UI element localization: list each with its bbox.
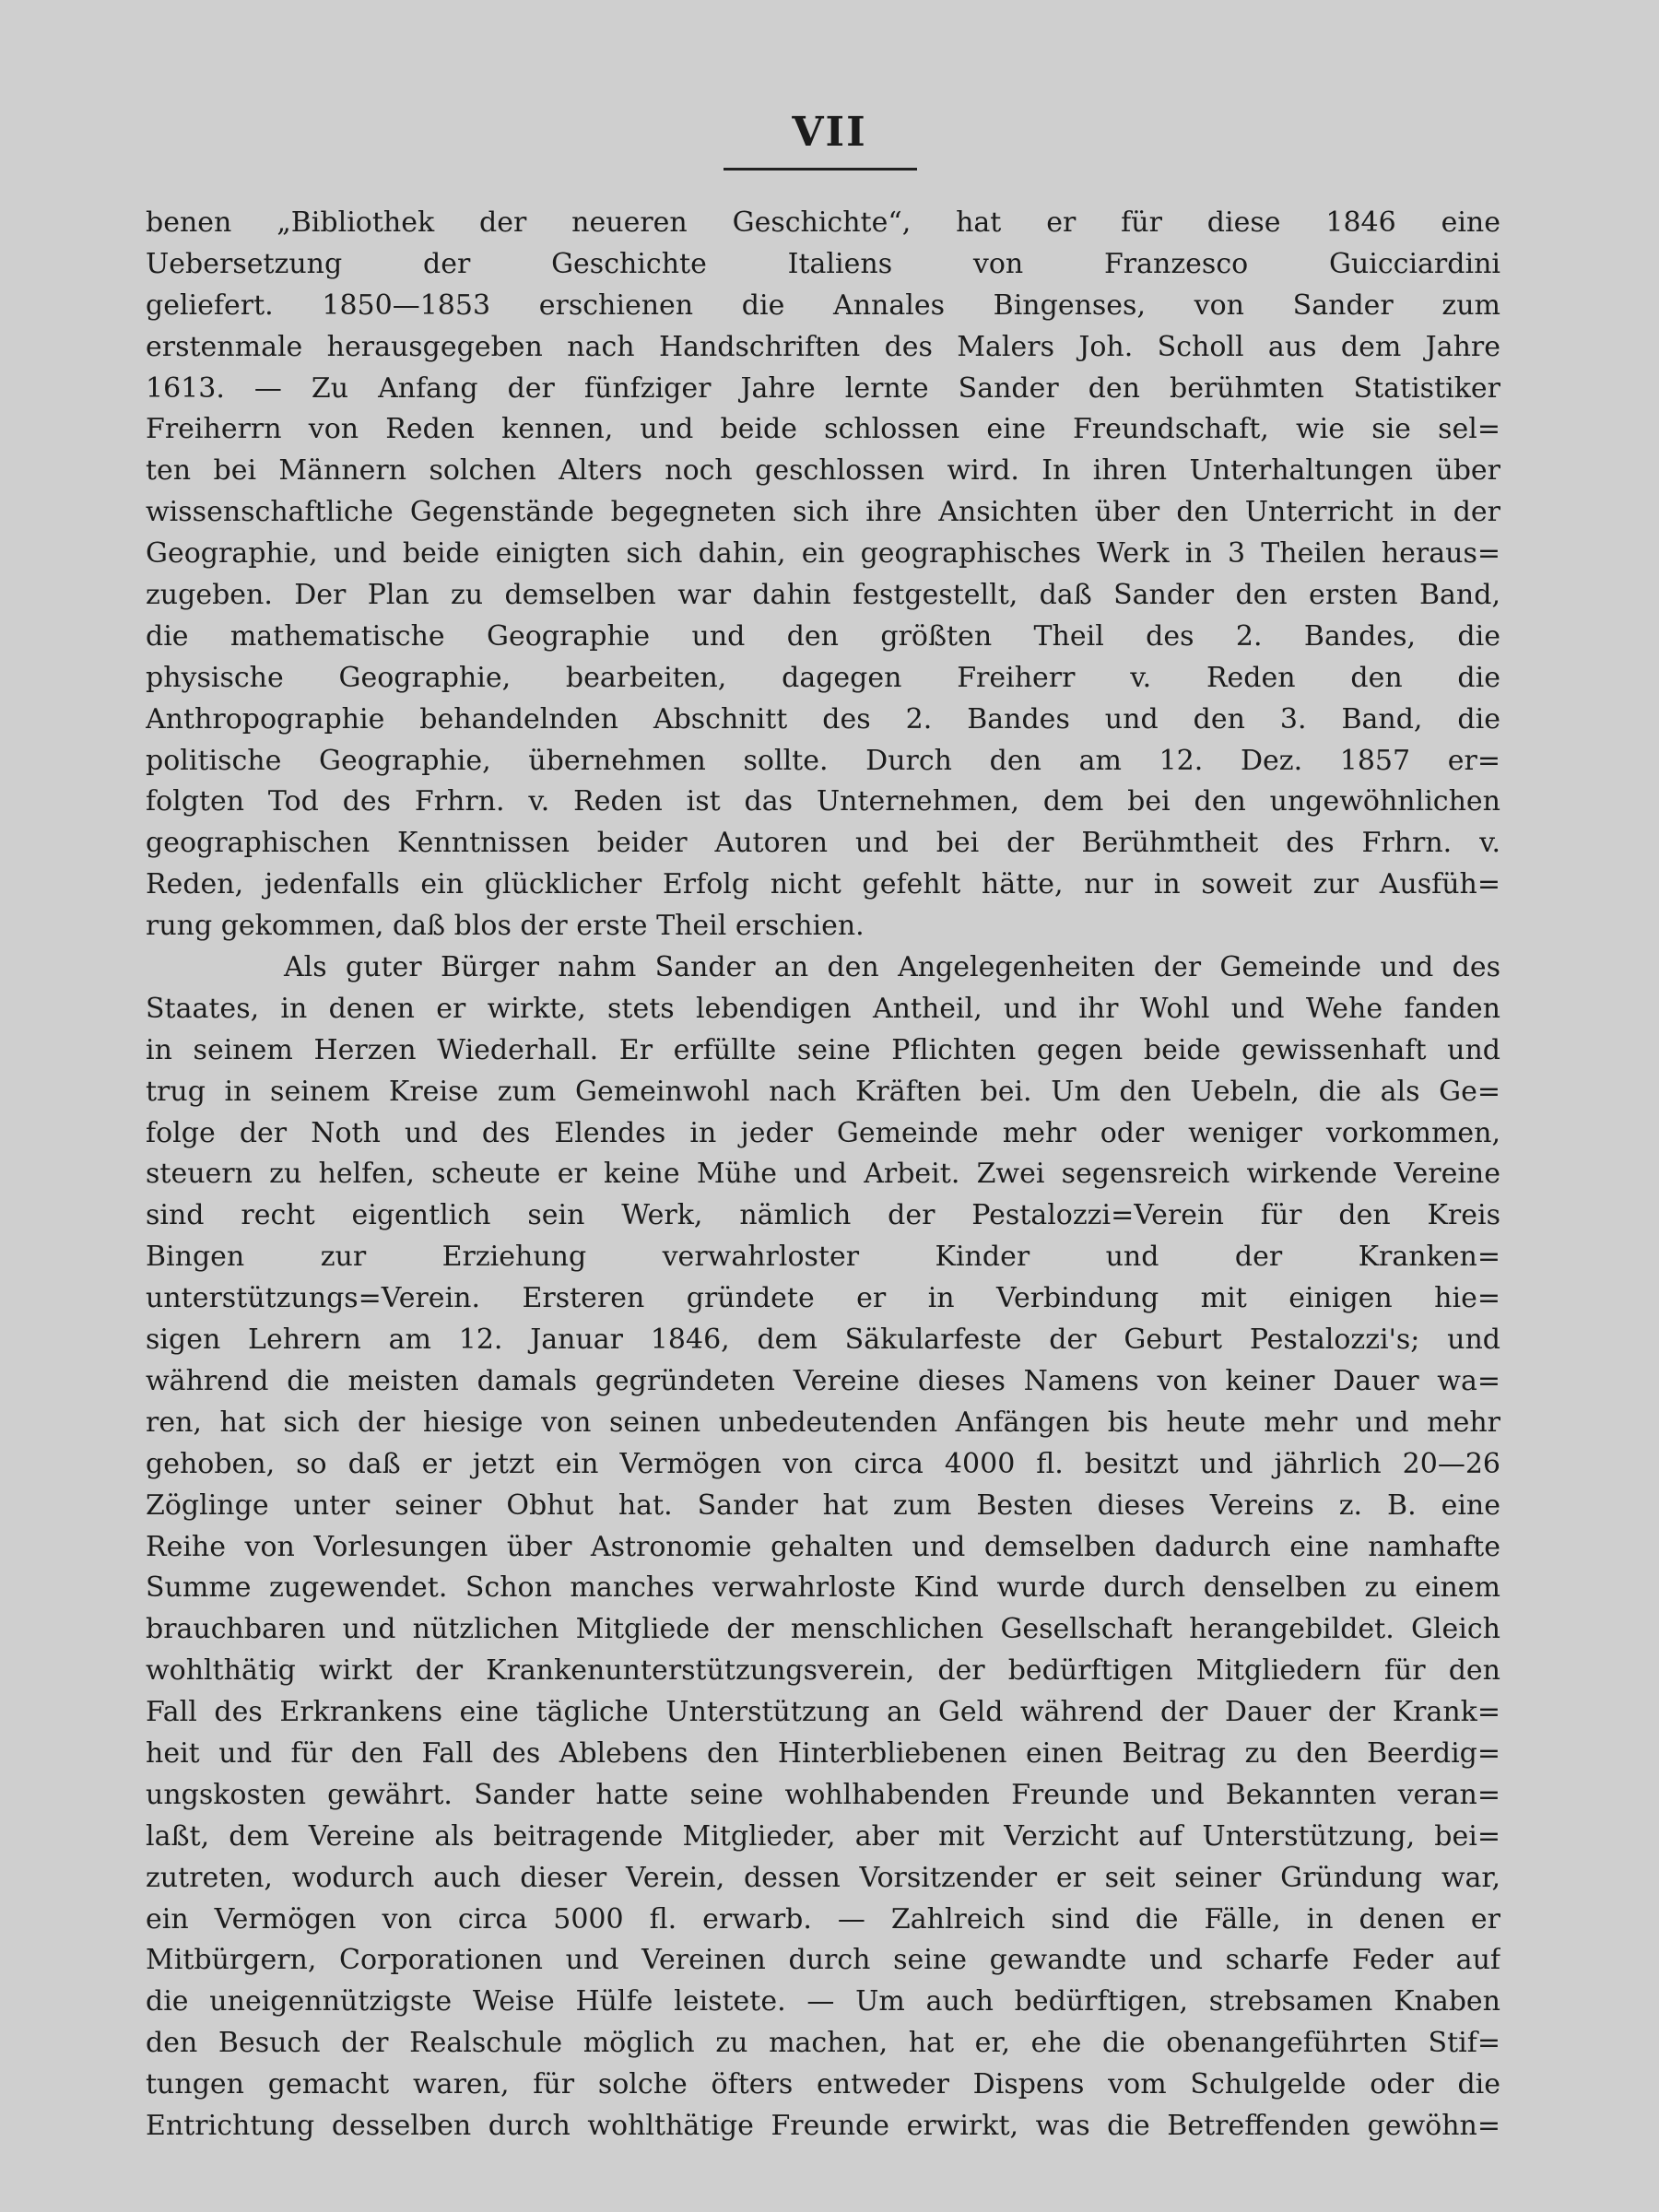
text-line: Anthropographie behandelnden Abschnitt des 2. Bandes und den 3. Band, die: [146, 702, 1500, 735]
text-line: gehoben, so daß er jetzt ein Vermögen von circa 4000 fl. besitzt und jährlich 20—26: [146, 1447, 1500, 1480]
text-line: folgten Tod des Frhrn. v. Reden ist das Unternehmen, dem bei den ungewöhnlichen: [146, 785, 1500, 818]
text-line: Reihe von Vorlesungen über Astronomie gehalten und demselben dadurch eine namhafte: [146, 1530, 1500, 1563]
text-line: Bingen zur Erziehung verwahrloster Kinder und der Kranken=: [146, 1241, 1500, 1274]
text-line: die mathematische Geographie und den größten Theil des 2. Bandes, die: [146, 619, 1500, 653]
text-line: unterstützungs=Verein. Ersteren gründete er in Verbindung mit einigen hie=: [146, 1282, 1500, 1315]
text-line: sigen Lehrern am 12. Januar 1846, dem Säkularfeste der Geburt Pestalozzi's; und: [146, 1324, 1500, 1357]
text-line: 1613. — Zu Anfang der fünfziger Jahre lernte Sander den berühmten Statistiker: [146, 371, 1500, 405]
page-number-rule: [724, 168, 917, 171]
text-line: zugeben. Der Plan zu demselben war dahin festgestellt, daß Sander den ersten Band,: [146, 579, 1500, 612]
text-line: Freiherrn von Reden kennen, und beide schlossen eine Freundschaft, wie sie sel=: [146, 413, 1500, 446]
text-line: Geographie, und beide einigten sich dahin, ein geographisches Werk in 3 Theilen heraus=: [146, 537, 1500, 571]
text-line: geliefert. 1850—1853 erschienen die Annales Bingenses, von Sander zum: [146, 288, 1500, 322]
text-line: physische Geographie, bearbeiten, dagegen Freiherr v. Reden den die: [146, 661, 1500, 694]
text-line: tungen gemacht waren, für solche öfters entweder Dispens vom Schulgelde oder die: [146, 2068, 1500, 2101]
text-line: während die meisten damals gegründeten Vereine dieses Namens von keiner Dauer wa=: [146, 1364, 1500, 1397]
text-line: brauchbaren und nützlichen Mitgliede der menschlichen Gesellschaft herangebildet. Gleich: [146, 1613, 1500, 1646]
text-line: geographischen Kenntnissen beider Autoren und bei der Berühmtheit des Frhrn. v.: [146, 827, 1500, 860]
text-line: ungskosten gewährt. Sander hatte seine wohlhabenden Freunde und Bekannten veran=: [146, 1778, 1500, 1811]
text-line: heit und für den Fall des Ablebens den Hinterbliebenen einen Beitrag zu den Beerdig=: [146, 1736, 1500, 1770]
text-line: zutreten, wodurch auch dieser Verein, dessen Vorsitzender er seit seiner Gründung war,: [146, 1861, 1500, 1894]
text-line: erstenmale herausgegeben nach Handschriften des Malers Joh. Scholl aus dem Jahre: [146, 330, 1500, 363]
text-line: Uebersetzung der Geschichte Italiens von Franzesco Guicciardini: [146, 247, 1500, 280]
text-line: benen „Bibliothek der neueren Geschichte“, hat er für diese 1846 eine: [146, 206, 1500, 239]
text-line: Reden, jedenfalls ein glücklicher Erfolg nicht gefehlt hätte, nur in soweit zur Ausfüh=: [146, 868, 1500, 901]
text-line: rung gekommen, daß blos der erste Theil erschien.: [146, 910, 865, 943]
text-line: wissenschaftliche Gegenstände begegneten sich ihre Ansichten über den Unterricht in der: [146, 496, 1500, 529]
text-line: trug in seinem Kreise zum Gemeinwohl nach Kräften bei. Um den Uebeln, die als Ge=: [146, 1075, 1500, 1108]
text-line: Entrichtung desselben durch wohlthätige Freunde erwirkt, was die Betreffenden gewöhn=: [146, 2109, 1500, 2142]
text-line: Zöglinge unter seiner Obhut hat. Sander hat zum Besten dieses Vereins z. B. eine: [146, 1488, 1500, 1522]
text-line: ein Vermögen von circa 5000 fl. erwarb. — Zahlreich sind die Fälle, in denen er: [146, 1902, 1500, 1936]
text-line: wohlthätig wirkt der Krankenunterstützungsverein, der bedürftigen Mitgliedern für den: [146, 1654, 1500, 1688]
text-line: laßt, dem Vereine als beitragende Mitglieder, aber mit Verzicht auf Unterstützung, bei=: [146, 1819, 1500, 1853]
text-line: Summe zugewendet. Schon manches verwahrloste Kind wurde durch denselben zu einem: [146, 1571, 1500, 1605]
text-line: in seinem Herzen Wiederhall. Er erfüllte seine Pflichten gegen beide gewissenhaft und: [146, 1033, 1500, 1066]
text-line: Staates, in denen er wirkte, stets lebendigen Antheil, und ihr Wohl und Wehe fanden: [146, 992, 1500, 1025]
page-number: VII: [792, 109, 867, 156]
text-line: Mitbürgern, Corporationen und Vereinen durch seine gewandte und scharfe Feder auf: [146, 1944, 1500, 1977]
text-line: Als guter Bürger nahm Sander an den Angelegenheiten der Gemeinde und des: [284, 951, 1500, 984]
text-line: ten bei Männern solchen Alters noch geschlossen wird. In ihren Unterhaltungen über: [146, 454, 1500, 488]
text-line: Fall des Erkrankens eine tägliche Unterstützung an Geld während der Dauer der Krank=: [146, 1696, 1500, 1729]
text-line: den Besuch der Realschule möglich zu machen, hat er, ehe die obenangeführten Stif=: [146, 2027, 1500, 2060]
text-line: steuern zu helfen, scheute er keine Mühe und Arbeit. Zwei segensreich wirkende Vereine: [146, 1158, 1500, 1191]
text-line: sind recht eigentlich sein Werk, nämlich der Pestalozzi=Verein für den Kreis: [146, 1199, 1500, 1232]
text-line: politische Geographie, übernehmen sollte. Durch den am 12. Dez. 1857 er=: [146, 744, 1500, 777]
body-text: [146, 203, 1500, 2147]
text-line: die uneigennützigste Weise Hülfe leistete. — Um auch bedürftigen, strebsamen Knaben: [146, 1985, 1500, 2018]
text-line: ren, hat sich der hiesige von seinen unbedeutenden Anfängen bis heute mehr und mehr: [146, 1406, 1500, 1439]
text-line: folge der Noth und des Elendes in jeder Gemeinde mehr oder weniger vorkommen,: [146, 1116, 1500, 1149]
